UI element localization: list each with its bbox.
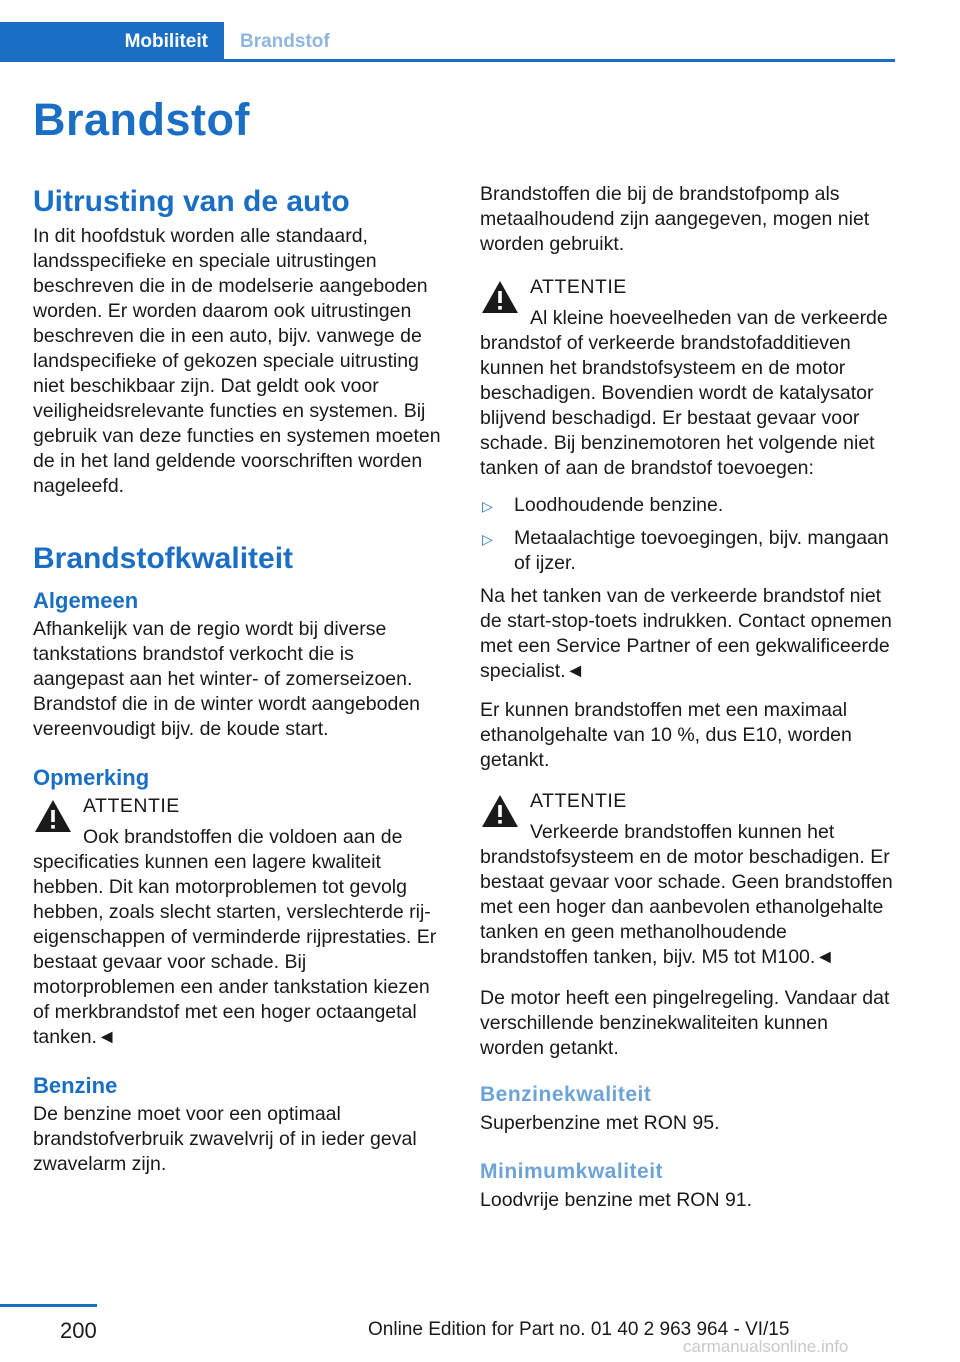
- warning-text: brandstofsysteem en de motor beschadigen. Er bestaat gevaar voor schade. Geen brandstoffen met een hoger dan aanbevolen ethanolgehalte tanken en geen methanolhoudende brandstoffen tanken, bijv. M5 tot M100.◄: [480, 846, 893, 968]
- heading-uitrusting: Uitrusting van de auto: [33, 185, 350, 218]
- left-column: [33, 182, 448, 1189]
- tab-mobiliteit[interactable]: Mobiliteit: [0, 22, 224, 62]
- heading-algemeen: Algemeen: [33, 588, 139, 613]
- page-number: 200: [60, 1318, 97, 1343]
- warning-triangle-icon: [33, 798, 73, 834]
- warning-text: brandstof of verkeerde brandstofadditieven kunnen het brandstofsysteem en de motor beschadigen. Bovendien wordt de katalysator blijvend beschadigd. Er bestaat gevaar voor schade. Bij benzinemotoren het volgende niet tanken of aan de brandstof toevoegen:: [480, 332, 875, 479]
- paragraph-ethanol: Er kunnen brandstoffen met een maximaal ethanolgehalte van 10 %, dus E10, worden getankt.: [480, 699, 852, 771]
- warning-text: specificaties kunnen een lagere kwaliteit hebben. Dit kan motorproblemen tot gevolg hebben, zoals slecht starten, verslechterde rij-eigenschappen of verminderde rijprestaties. Er bestaat gevaar voor schade. Bij motorproblemen een ander tankstation kiezen of merkbrandstof met een hoger octaangetal tanken.◄: [33, 851, 437, 1048]
- right-column: [480, 182, 895, 1225]
- tabbar-underline: [0, 59, 895, 62]
- heading-benzinekwaliteit: Benzinekwaliteit: [480, 1083, 652, 1106]
- triangle-bullet-icon: ▷: [482, 498, 493, 514]
- heading-brandstofkwaliteit: Brandstofkwaliteit: [33, 542, 294, 575]
- page-title: Brandstof: [33, 94, 250, 145]
- warning-block-2: [480, 275, 895, 481]
- paragraph-benzinekwaliteit: Superbenzine met RON 95.: [480, 1112, 720, 1134]
- warning-block-3: [480, 789, 895, 970]
- paragraph-benzine: De benzine moet voor een optimaal brandstofverbruik zwavelvrij of in ieder geval zwavelarm zijn.: [33, 1103, 417, 1175]
- paragraph-uitrusting: In dit hoofdstuk worden alle standaard, landsspecifieke en speciale uitrustingen beschreven die in de modelserie aangeboden worden. Er worden daarom ook uitrustingen beschreven die in een auto, bijv. vanwege de landspecifieke of gekozen speciale uitrusting niet beschikbaar zijn. Dat geldt ook voor veiligheidsrelevante functies en systemen. Bij gebruik van deze functies en systemen moeten de in het land geldende voorschriften worden nageleefd.: [33, 225, 441, 497]
- list-item: ▷ Loodhoudende benzine.: [480, 493, 895, 518]
- heading-benzine: Benzine: [33, 1073, 118, 1098]
- bullet-list: [480, 493, 895, 576]
- paragraph-pingel: De motor heeft een pingelregeling. Vandaar dat verschillende benzinekwaliteiten kunnen worden getankt.: [480, 987, 890, 1059]
- warning-text-first-line: Ook brandstoffen die voldoen aan de: [83, 826, 403, 848]
- paragraph-algemeen: Afhankelijk van de regio wordt bij diverse tankstations brandstof verkocht die is aangepast aan het winter- of zomerseizoen. Brandstof die in de winter wordt aangeboden vereenvoudigt bijv. de koude start.: [33, 618, 421, 740]
- footer-rule: [0, 1304, 97, 1307]
- paragraph-minimumkwaliteit: Loodvrije benzine met RON 91.: [480, 1189, 753, 1211]
- warning-text-first-line: Verkeerde brandstoffen kunnen het: [530, 821, 835, 843]
- warning-triangle-icon: [480, 279, 520, 315]
- warning-text-first-line: Al kleine hoeveelheden van de verkeerde: [530, 307, 888, 329]
- warning-label: ATTENTIE: [530, 276, 627, 298]
- warning-label: ATTENTIE: [83, 795, 180, 817]
- edition-text: Online Edition for Part no. 01 40 2 963 964 - VI/15: [368, 1319, 790, 1340]
- section-tabbar: [0, 22, 895, 62]
- warning-block-1: [33, 794, 448, 1050]
- list-item: ▷ Metaalachtige toevoegingen, bijv. mangaan of ijzer.: [482, 527, 889, 574]
- warning-triangle-icon: [480, 793, 520, 829]
- paragraph-na-tanken: Na het tanken van de verkeerde brandstof niet de start-stop-toets indrukken. Contact opnemen met een Service Partner of een gekwalificeerde specialist.◄: [480, 585, 892, 682]
- heading-opmerking: Opmerking: [33, 765, 150, 790]
- tab-brandstof[interactable]: Brandstof: [240, 31, 330, 52]
- watermark: carmanualsonline.info: [683, 1337, 849, 1356]
- heading-minimumkwaliteit: Minimumkwaliteit: [480, 1160, 664, 1183]
- paragraph-metaal: Brandstoffen die bij de brandstofpomp als metaalhoudend zijn aangegeven, mogen niet worden gebruikt.: [480, 183, 870, 255]
- triangle-bullet-icon: ▷: [482, 531, 493, 547]
- warning-label: ATTENTIE: [530, 790, 627, 812]
